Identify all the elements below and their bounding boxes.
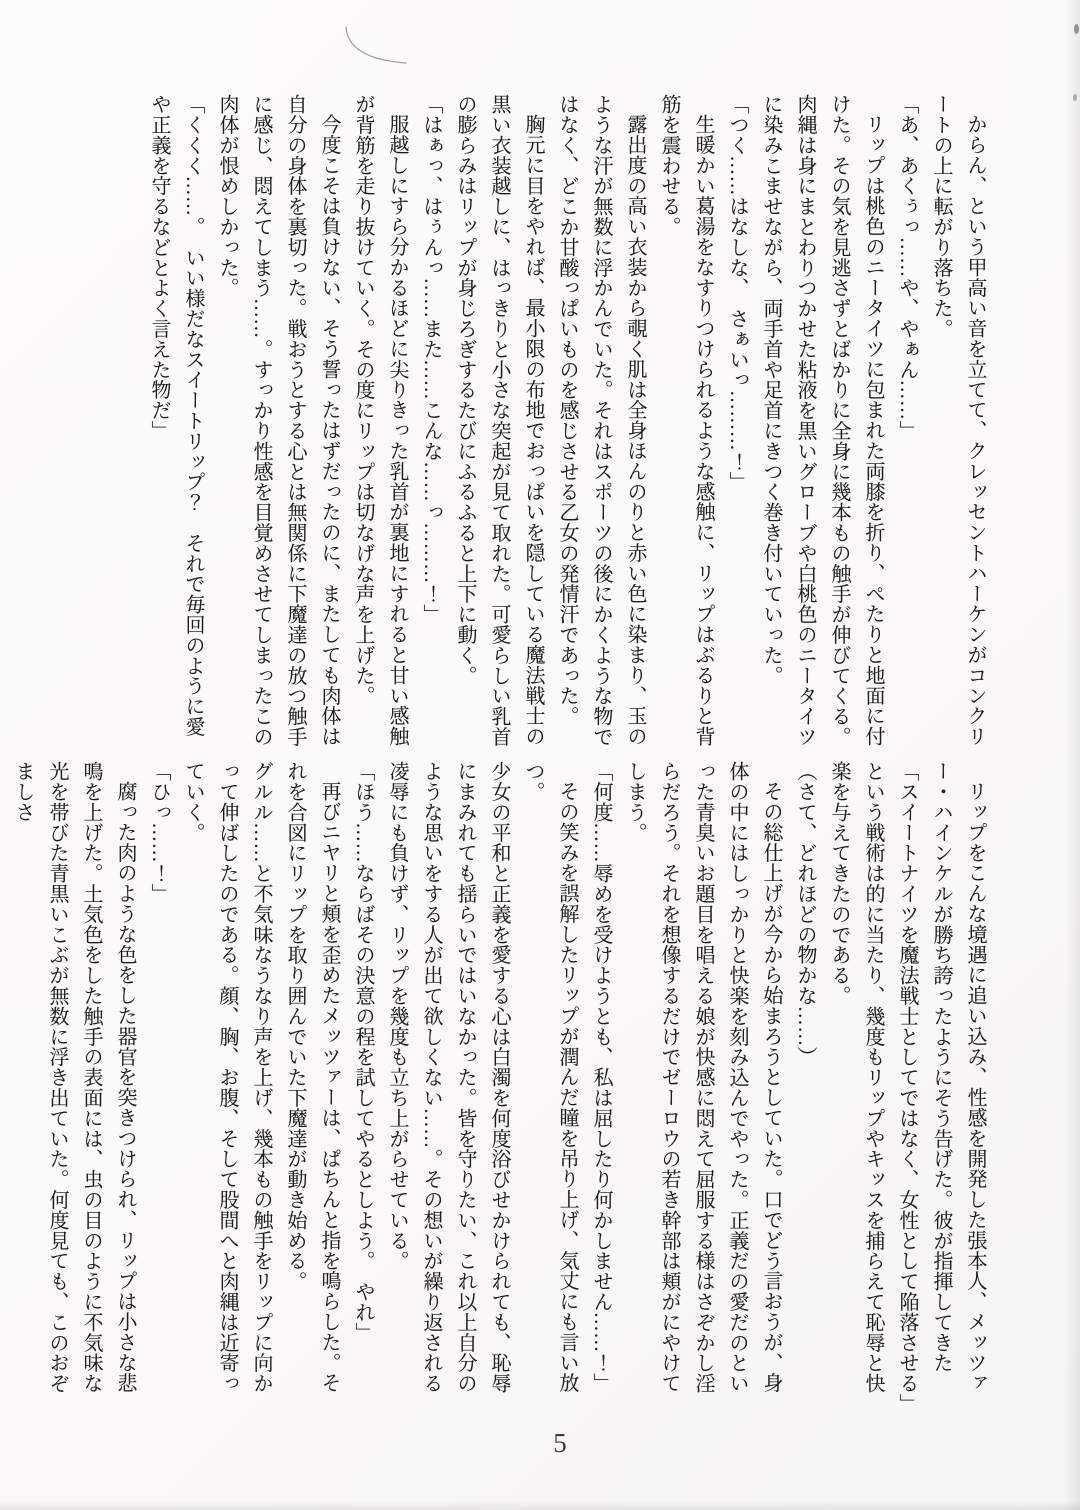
paragraph: 腐った肉のような色をした器官を突きつけられ、リップは小さな悲鳴を上げた。土気色をした触手の表面には、虫の目のように不気味な光を帯びた青黒いこぶが無数に浮き出ていた。何度見ても、このおぞましさ bbox=[12, 761, 136, 1394]
bottom-text-block bbox=[6, 761, 992, 1411]
paragraph: 「何度……辱めを受けようとも、私は屈したり何かしません……！」 bbox=[590, 761, 612, 1394]
paragraph: 露出度の高い衣装から覗く肌は全身ほんのりと赤い色に染まり、玉のような汗が無数に浮かんでいた。それはスポーツの後にかくような物ではなく、どこか甘酸っぱいものを感じさせる乙女の発情汗であった。 bbox=[556, 94, 646, 747]
paragraph: 少女の平和と正義を愛する心は白濁を何度浴びせかけられても、恥辱にまみれても揺らいではいなかった。皆を守りたい、これ以上自分のような思いをする人が出て欲しくない……。その想いが繰り返される凌辱にも負けず、リップを幾度も立ち上がらせている。 bbox=[386, 761, 510, 1394]
paragraph: 「ほう……ならばその決意の程を試してやるとしよう。 やれ」 bbox=[352, 761, 374, 1343]
paragraph: その笑みを誤解したリップが潤んだ瞳を吊り上げ、気丈にも言い放つ。 bbox=[522, 761, 578, 1393]
paragraph: 胸元に目をやれば、最小限の布地でおっぱいを隠している魔法戦士の黒い衣装越しに、はっきりと小さな突起が見て取れた。可愛らしい乳首の膨らみはリップが身じろぎするたびにふるふると上下に動く。 bbox=[454, 94, 544, 747]
paragraph: 「ひっ……！」 bbox=[148, 761, 170, 904]
paragraph: リップをこんな境遇に追い込み、性感を開発した張本人、メッツァー・ハインケルが勝ち誇ったようにそう告げた。彼が指揮してきた「スイートナイツを魔法戦士としてではなく、女性として陥落させる」という戦術は的に当たり、幾度もリップやキッスを捕らえて恥辱と快楽を与えてきたのである。 bbox=[828, 761, 986, 1404]
paragraph: 肉縄は身にまとわりつかせた粘液を黒いグローブや白桃色のニータイツに染みこませながら、両手首や足首にきつく巻き付いていった。 bbox=[760, 94, 816, 747]
scratch-mark bbox=[340, 20, 420, 70]
scan-speck bbox=[1073, 94, 1077, 101]
paragraph: 「あ、あくぅっ……や、やぁん……」 bbox=[896, 94, 918, 441]
paragraph: からん、という甲高い音を立てて、クレッセントハーケンがコンクリートの上に転がり落ちた。 bbox=[930, 94, 986, 747]
paragraph: 「つく……はなしな、 さぁいっ………！」 bbox=[726, 94, 748, 492]
page-edge-shadow-right bbox=[1064, 0, 1080, 1510]
page-edge-shadow-bottom bbox=[0, 1500, 1080, 1510]
paragraph: 「くくく……。 いい様だなスイートリップ？ それで毎回のように愛や正義を守るなどとよく言えた物だ」 bbox=[148, 94, 204, 737]
paragraph: （さて、どれほどの物かな……） bbox=[794, 761, 816, 1067]
paragraph: 「はぁっ、はぅんっ……また……こんな……っ………！」 bbox=[420, 94, 442, 625]
top-text-block bbox=[142, 94, 992, 752]
page-number: 5 bbox=[553, 1428, 567, 1458]
paragraph: リップは桃色のニータイツに包まれた両膝を折り、ぺたりと地面に付けた。その気を見逃さずとばかりに全身に幾本もの触手が伸びてくる。 bbox=[828, 94, 884, 747]
paragraph: その総仕上げが今から始まろうとしていた。口でどう言おうが、身体の中にはしっかりと快楽を刻み込んでやった。正義だの愛だのといった青臭いお題目を唱える娘が快感に悶えて屈服する様はさぞかし淫らだろう。それを想像するだけでゼーロウの若き幹部は頬がにやけてしまう。 bbox=[624, 761, 782, 1394]
paragraph: 服越しにすら分かるほどに尖りきった乳首が裏地にすれると甘い感触が背筋を走り抜けていく。その度にリップは切なげな声を上げた。 bbox=[352, 94, 408, 747]
paragraph: 再びニヤリと頬を歪めたメッツァーは、ぱちんと指を鳴らした。それを合図にリップを取り囲んでいた下魔達が動き始める。 bbox=[284, 761, 340, 1393]
paragraph: グルル……と不気味なうなり声を上げ、幾本もの触手をリップに向かって伸ばしたのである。顔、胸、お腹、そして股間へと肉縄は近寄っていく。 bbox=[182, 761, 272, 1394]
paragraph: 今度こそは負けない、そう誓ったはずだったのに、またしても肉体は自分の身体を裏切った。戦おうとする心とは無関係に下魔達の放つ触手に感じ、悶えてしまう……。すっかり性感を目覚めさせてしまったこの肉体が恨めしかった。 bbox=[216, 94, 340, 747]
paragraph: 生暖かい葛湯をなすりつけられるような感触に、リップはぶるりと背筋を震わせる。 bbox=[658, 94, 714, 747]
scan-speck bbox=[1074, 24, 1079, 34]
